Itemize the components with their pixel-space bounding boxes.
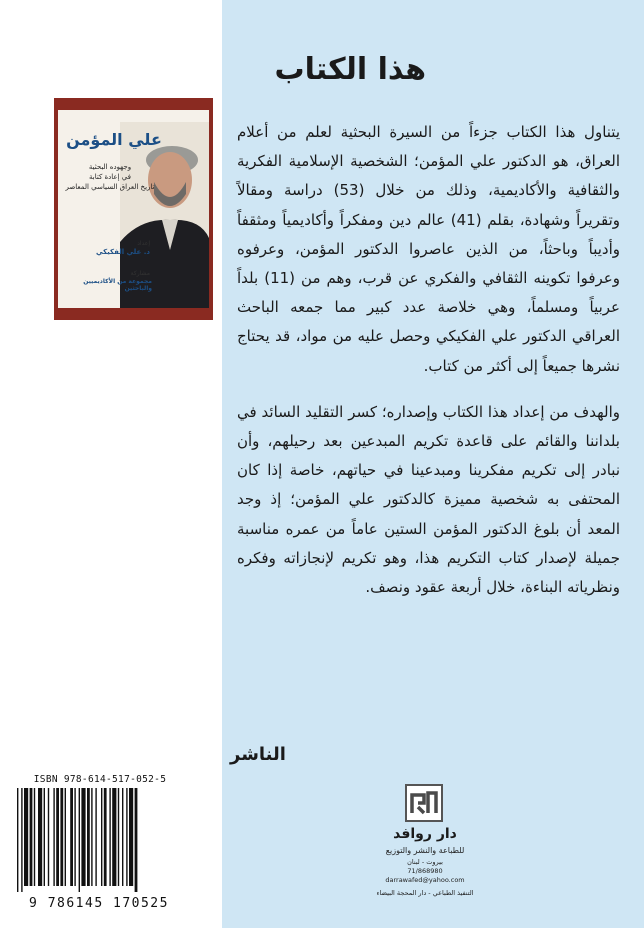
thumbnail-subtitle-line: تاريخ العراق السياسي المعاصر xyxy=(65,183,155,191)
barcode-icon xyxy=(15,788,183,892)
text-line: أعلام العراق، هو الدكتور علي المؤمن؛ الشخصية الإسلامية xyxy=(237,123,620,171)
text-line: يتناول هذا الكتاب جزءاً من السيرة البحثية لعلم من xyxy=(268,123,620,141)
text-line: ومقالاً وتقريراً وشهادة، بقلم (41) عالم دين ومفكراً وأكاديمياً xyxy=(237,181,620,229)
thumbnail-subtitle xyxy=(60,162,160,192)
back-cover-heading: هذا الكتاب xyxy=(274,52,426,87)
text-line: الفكرية والثقافية والأكاديمية، وذلك من خلال (53) دراسة xyxy=(237,152,621,200)
text-line: وعرفوه وعرفوا تكوينه الثقافي والفكري عن قرب، وهم من xyxy=(237,239,620,288)
text-line: السائد في بلداننا والقائم على قاعدة تكريم المبدعين بعد xyxy=(237,402,620,451)
publisher-phone: 71/868980 xyxy=(407,867,443,875)
book-cover-thumbnail xyxy=(54,98,213,320)
publisher-name: دار روافد xyxy=(393,826,457,842)
description-text xyxy=(237,118,620,602)
text-line: إذ وجد المعد أن بلوغ الدكتور المؤمن الستين عاماً من xyxy=(237,490,620,538)
thumbnail-subtitle-line: في إعادة كتابة xyxy=(89,173,131,181)
publisher-print-note: التنفيذ الطباعي - دار المحجة البيضاء xyxy=(376,889,474,897)
thumbnail-author-label: إعداد xyxy=(137,240,150,247)
text-line: مواد، قد يحتاج نشرها جميعاً إلى أكثر من كتاب. xyxy=(237,327,620,375)
barcode-box xyxy=(5,770,190,920)
publisher-email: darrawafed@yahoo.com xyxy=(385,876,465,884)
text-line: (11) بلداً عربياً ومسلماً، وهي خلاصة عدد كبير مما جمعه xyxy=(237,269,620,317)
text-line: ونصف. xyxy=(365,578,411,597)
text-line: تكريم لإنجازاته وفكره ونظرياته البناءة، خلال أربعة عقود xyxy=(237,548,620,597)
thumbnail-author: د. علي الفكيكي xyxy=(96,248,150,256)
text-line: رحيلهم، وأن نبادر إلى تكريم مفكرينا ومبدعينا في حياتهم، xyxy=(237,432,620,480)
paragraph-2 xyxy=(237,398,620,602)
text-line: عمره مناسبة جميلة لإصدار كتاب التكريم هذا، وهو xyxy=(237,519,620,567)
publisher-signature: الناشر xyxy=(230,744,286,765)
barcode-number: 9 786145 170525 xyxy=(29,896,169,911)
thumbnail-inner xyxy=(58,110,209,308)
thumbnail-participation-label: مشاركة xyxy=(130,270,150,277)
paragraph-1 xyxy=(237,118,620,381)
text-line: خاصة إذا كان المحتفى به شخصية مميزة كالدكتور علي المؤمن؛ xyxy=(237,461,620,509)
thumbnail-title: علي المؤمن xyxy=(66,130,162,149)
text-line: الباحث العراقي الدكتور علي الفكيكي وحصل عليه من xyxy=(237,298,620,346)
publisher-logo-icon xyxy=(404,783,444,823)
thumbnail-participants: مجموعة من الأكاديميين والباحثين xyxy=(83,278,152,292)
thumbnail-subtitle-line: وجهوده البحثية xyxy=(88,163,132,171)
publisher-city: بيروت - لبنان xyxy=(407,858,443,866)
isbn-label: ISBN 978-614-517-052-5 xyxy=(33,774,167,785)
text-line: والهدف من إعداد هذا الكتاب وإصداره؛ كسر التقليد xyxy=(300,402,620,421)
text-line: ومثقفاً وأديباً وباحثاً، من الذين عاصروا الدكتور المؤمن، xyxy=(237,210,620,258)
publisher-tagline: للطباعة والنشر والتوزيع xyxy=(385,846,465,855)
